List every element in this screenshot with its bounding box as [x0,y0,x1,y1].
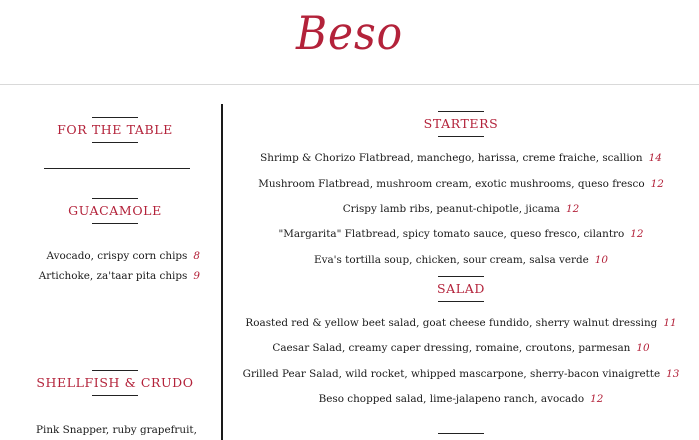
section-rule-bottom [438,136,484,137]
menu-item [223,203,699,215]
section-shellfish-crudo [30,370,200,396]
menu-item-price: 10 [594,254,608,266]
section-rule-bottom [92,223,138,224]
section-for-the-table [30,117,200,143]
menu-item-name: Mushroom Flatbread, mushroom cream, exotic mushrooms, queso fresco [258,178,645,190]
menu-item-price: 14 [648,152,662,164]
menu-item-price: 13 [666,368,680,380]
section-starters [223,111,699,137]
menu-item [223,228,699,240]
menu-item-price: 8 [193,250,200,262]
section-rule-bottom [438,301,484,302]
menu-item [223,317,699,329]
menu-item-price: 9 [193,270,200,282]
menu-item-price: 12 [590,393,604,405]
menu-item-price: 12 [630,228,644,240]
section-title-salad: SALAD [437,281,485,296]
section-title-shellfish-crudo: SHELLFISH & CRUDO [36,375,194,390]
menu-item-name: Caesar Salad, creamy caper dressing, romaine, croutons, parmesan [272,342,631,354]
for-the-table-rule [44,168,190,169]
section-title-starters: STARTERS [423,116,499,131]
menu-item [223,254,699,266]
menu-item [0,270,200,282]
menu-item [223,178,699,190]
section-rule-bottom [92,395,138,396]
menu-item-name: "Margarita" Flatbread, spicy tomato sauce, queso fresco, cilantro [278,228,625,240]
menu-item-price: 11 [663,317,677,329]
menu-item-name: Beso chopped salad, lime-jalapeno ranch, avocado [318,393,585,405]
menu-item [223,368,699,380]
section-rule-bottom [92,142,138,143]
section-salad [223,276,699,302]
menu-item [223,393,699,405]
beso-logo: Beso [295,6,404,60]
menu-item-name: Grilled Pear Salad, wild rocket, whipped mascarpone, sherry-bacon vinaigrette [242,368,661,380]
menu-item-name: Avocado, crispy corn chips [46,250,188,262]
menu-item-price: 12 [566,203,580,215]
section-rule-top [438,433,484,434]
next-section-rule [223,433,699,434]
menu-item-name: Eva's tortilla soup, chicken, sour cream, salsa verde [314,254,589,266]
header-divider [0,84,699,85]
menu-item-name: Roasted red & yellow beet salad, goat cheese fundido, sherry walnut dressing [245,317,658,329]
menu-item-name: Pink Snapper, ruby grapefruit, [36,424,197,436]
menu-item-name: Shrimp & Chorizo Flatbread, manchego, harissa, creme fraiche, scallion [260,152,643,164]
section-title-guacamole: GUACAMOLE [68,203,162,218]
section-title-for-the-table: FOR THE TABLE [57,122,173,137]
section-guacamole [30,198,200,224]
menu-item-price: 12 [650,178,664,190]
menu-item [0,250,200,262]
menu-item-price: 10 [636,342,650,354]
menu-item-name: Crispy lamb ribs, peanut-chipotle, jicama [342,203,561,215]
menu-item [223,342,699,354]
menu-item [36,424,197,436]
menu-item [223,152,699,164]
menu-item-name: Artichoke, za'taar pita chips [38,270,188,282]
